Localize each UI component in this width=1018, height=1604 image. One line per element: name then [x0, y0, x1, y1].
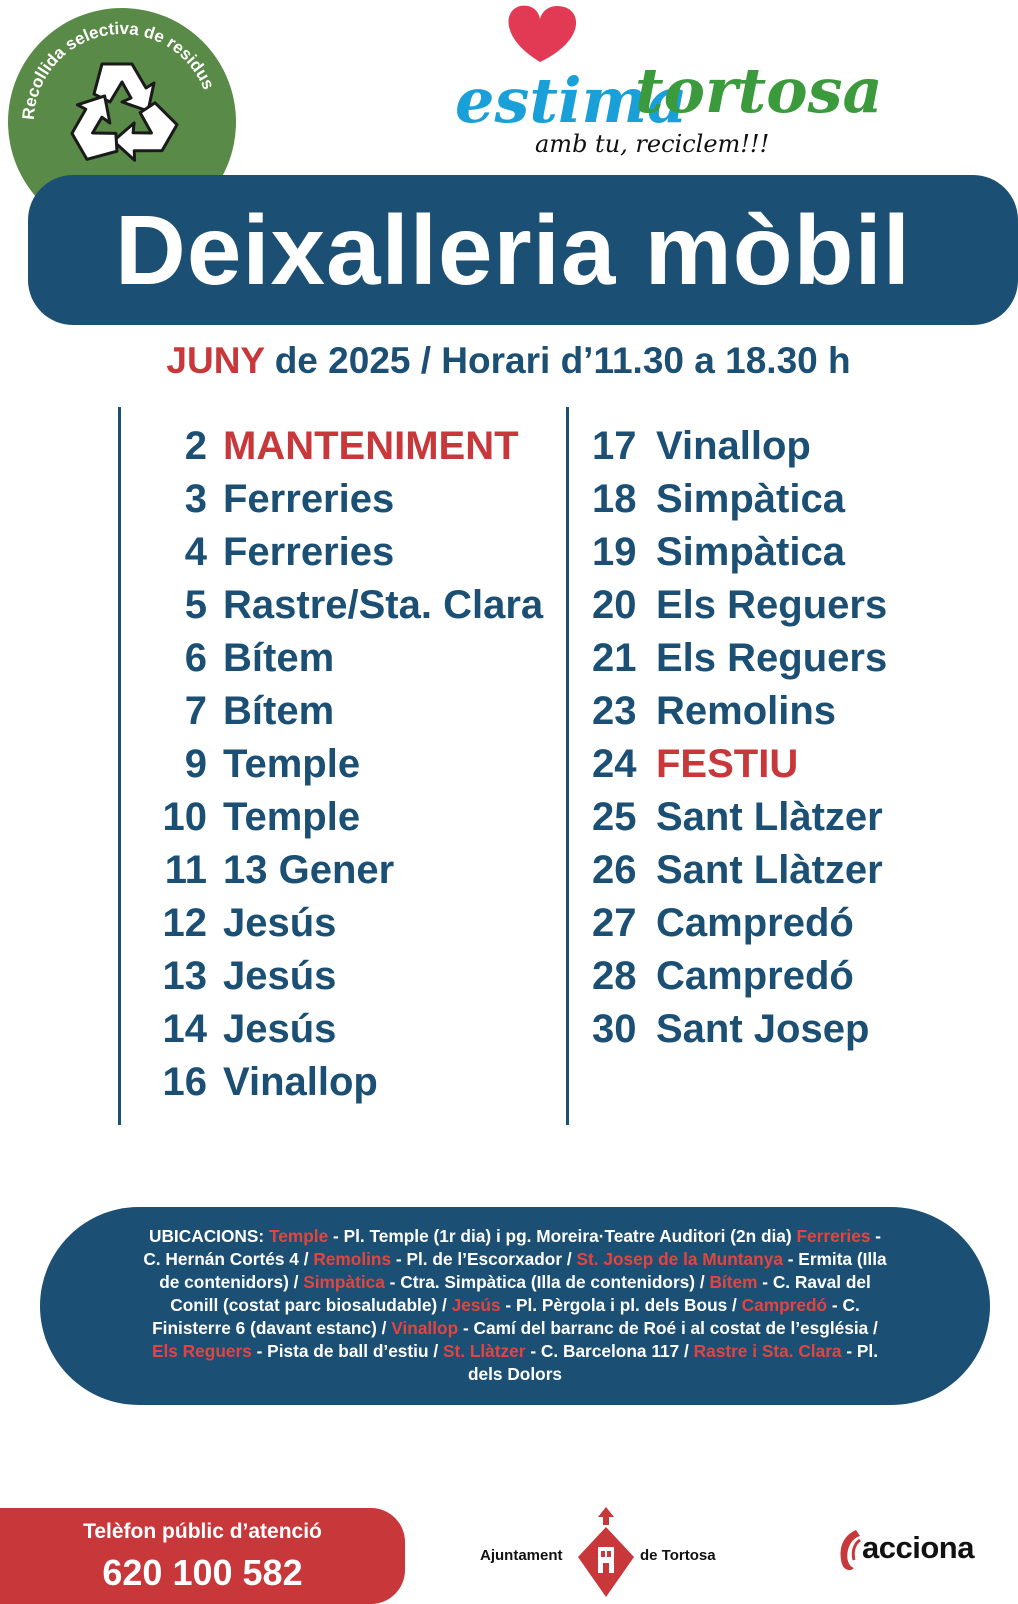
- tortosa-coat-of-arms-icon: [576, 1505, 636, 1600]
- schedule-day: 4: [184, 530, 207, 574]
- schedule-place: Jesús: [223, 1007, 337, 1051]
- schedule-place: Vinallop: [223, 1060, 378, 1104]
- schedule-place: Vinallop: [656, 424, 811, 468]
- location-detail: - Pl. de l’Escorxador /: [391, 1249, 577, 1269]
- location-detail: - C. Raval del Conill (costat parc biosaludable) /: [170, 1272, 871, 1315]
- schedule-row: [140, 738, 543, 791]
- location-detail: - Pl. Pèrgola i pl. dels Bous /: [500, 1295, 742, 1315]
- schedule-place: Remolins: [656, 689, 837, 733]
- schedule-place: Els Reguers: [656, 583, 888, 627]
- schedule-day: 9: [184, 742, 207, 786]
- schedule-row: [592, 1003, 887, 1056]
- schedule-column-right: [592, 420, 887, 1056]
- schedule-row: [140, 526, 543, 579]
- location-name: Vinallop: [391, 1318, 459, 1338]
- schedule-column-left: [140, 420, 543, 1109]
- location-name: St. Llàtzer: [442, 1341, 526, 1361]
- page-title: Deixalleria mòbil: [115, 194, 911, 305]
- schedule-row: [140, 1003, 543, 1056]
- location-detail: - Camí del barranc de Roé i al costat de l’església /: [458, 1318, 878, 1338]
- schedule-day: 13: [162, 954, 207, 998]
- schedule-day: 2: [184, 424, 207, 468]
- schedule-day: 26: [592, 848, 637, 892]
- location-detail: - C. Finisterre 6 (davant estanc) /: [152, 1295, 860, 1338]
- schedule-day: 27: [592, 901, 637, 945]
- schedule-place: Bítem: [223, 689, 335, 733]
- schedule-day: 28: [592, 954, 637, 998]
- logo-word-estima: estima: [455, 64, 688, 137]
- location-detail: - Ermita (Illa de contenidors) /: [159, 1249, 887, 1292]
- column-divider-middle: [566, 407, 569, 1125]
- schedule-day: 18: [592, 477, 637, 521]
- location-detail: - Ctra. Simpàtica (Illa de contenidors) /: [384, 1272, 710, 1292]
- schedule-row: [592, 420, 887, 473]
- location-name: Rastre i Sta. Clara: [693, 1341, 842, 1361]
- schedule-day: 5: [184, 583, 207, 627]
- schedule-row: [592, 473, 887, 526]
- schedule-place: Simpàtica: [656, 477, 845, 521]
- estima-tortosa-logo: [455, 0, 883, 170]
- schedule-row: [592, 526, 887, 579]
- schedule-day: 30: [592, 1007, 637, 1051]
- schedule-place: Els Reguers: [656, 636, 888, 680]
- schedule-day: 19: [592, 530, 637, 574]
- location-name: St. Josep de la Muntanya: [576, 1249, 783, 1269]
- schedule-row: [140, 897, 543, 950]
- schedule-day: 3: [184, 477, 207, 521]
- schedule-row: [140, 685, 543, 738]
- schedule-row: [140, 579, 543, 632]
- locations-text: [143, 1226, 886, 1384]
- location-name: Els Reguers: [151, 1341, 252, 1361]
- schedule-place: MANTENIMENT: [223, 424, 519, 468]
- schedule-day: 17: [592, 424, 637, 468]
- location-detail: - Pista de ball d’estiu /: [251, 1341, 443, 1361]
- logo-tagline: amb tu, reciclem!!!: [535, 130, 770, 158]
- schedule-row: [140, 1056, 543, 1109]
- acciona-logo-text: acciona: [862, 1530, 974, 1565]
- location-name: Jesús: [451, 1295, 501, 1315]
- schedule-place: Temple: [223, 795, 361, 839]
- schedule-day: 21: [592, 636, 637, 680]
- schedule-day: 23: [592, 689, 637, 733]
- ajuntament-label: Ajuntament: [480, 1547, 563, 1564]
- location-name: Ferreries: [796, 1226, 871, 1246]
- schedule-day: 14: [162, 1007, 207, 1051]
- schedule-place: Simpàtica: [656, 530, 845, 574]
- phone-box: [0, 1508, 405, 1604]
- heart-icon: [508, 6, 576, 62]
- location-name: Campredó: [741, 1295, 828, 1315]
- location-name: Bítem: [709, 1272, 758, 1292]
- schedule-row: [592, 738, 887, 791]
- locations-panel: [40, 1207, 990, 1405]
- schedule-place: Sant Llàtzer: [656, 848, 883, 892]
- schedule-day: 7: [184, 689, 207, 733]
- schedule-day: 25: [592, 795, 637, 839]
- schedule-place: Sant Josep: [656, 1007, 870, 1051]
- location-detail: - Pl. dels Dolors: [467, 1341, 879, 1384]
- schedule-place: Campredó: [656, 954, 854, 998]
- schedule-place: Jesús: [223, 901, 337, 945]
- subtitle-hours: de 2025 / Horari d’11.30 a 18.30 h: [264, 340, 851, 381]
- schedule-row: [140, 791, 543, 844]
- schedule-place: FESTIU: [656, 742, 799, 786]
- schedule-row: [140, 473, 543, 526]
- schedule-row: [140, 950, 543, 1003]
- de-tortosa-label: de Tortosa: [640, 1547, 716, 1564]
- schedule-row: [140, 632, 543, 685]
- schedule-place: Temple: [223, 742, 361, 786]
- subtitle-month: JUNY: [166, 340, 265, 381]
- location-detail: - Pl. Temple (1r dia) i pg. Moreira·Teatre Auditori (2n dia): [328, 1226, 797, 1246]
- badge-text: Recollida selectiva de residus: [18, 18, 219, 121]
- title-banner: [28, 175, 1018, 325]
- schedule-place: Bítem: [223, 636, 335, 680]
- schedule-row: [592, 579, 887, 632]
- schedule-subtitle: [0, 340, 1017, 382]
- location-name: Remolins: [313, 1249, 392, 1269]
- schedule-place: Sant Llàtzer: [656, 795, 883, 839]
- schedule-day: 6: [184, 636, 207, 680]
- schedule-place: Jesús: [223, 954, 337, 998]
- schedule-row: [592, 844, 887, 897]
- schedule-row: [140, 420, 543, 473]
- schedule-place: 13 Gener: [223, 848, 395, 892]
- locations-label: UBICACIONS:: [148, 1226, 265, 1246]
- phone-label: Telèfon públic d’atenció: [83, 1520, 322, 1543]
- location-name: Simpàtica: [303, 1272, 385, 1292]
- schedule-day: 20: [592, 583, 637, 627]
- column-divider-left: [118, 407, 121, 1125]
- schedule-row: [592, 791, 887, 844]
- schedule-day: 12: [162, 901, 207, 945]
- location-detail: - C. Hernán Cortés 4 /: [143, 1226, 882, 1269]
- schedule-place: Rastre/Sta. Clara: [223, 583, 544, 627]
- schedule-row: [140, 844, 543, 897]
- schedule-day: 10: [162, 795, 207, 839]
- schedule-row: [592, 950, 887, 1003]
- schedule-place: Campredó: [656, 901, 854, 945]
- schedule-row: [592, 897, 887, 950]
- logo-word-tortosa: tortosa: [635, 54, 883, 127]
- schedule-place: Ferreries: [223, 477, 395, 521]
- location-detail: - C. Barcelona 117 /: [525, 1341, 694, 1361]
- schedule-row: [592, 632, 887, 685]
- schedule-day: 16: [162, 1060, 207, 1104]
- location-name: Temple: [269, 1226, 329, 1246]
- schedule-row: [592, 685, 887, 738]
- schedule-place: Ferreries: [223, 530, 395, 574]
- schedule-day: 24: [592, 742, 637, 786]
- phone-number[interactable]: 620 100 582: [102, 1552, 303, 1593]
- schedule-day: 11: [164, 848, 207, 892]
